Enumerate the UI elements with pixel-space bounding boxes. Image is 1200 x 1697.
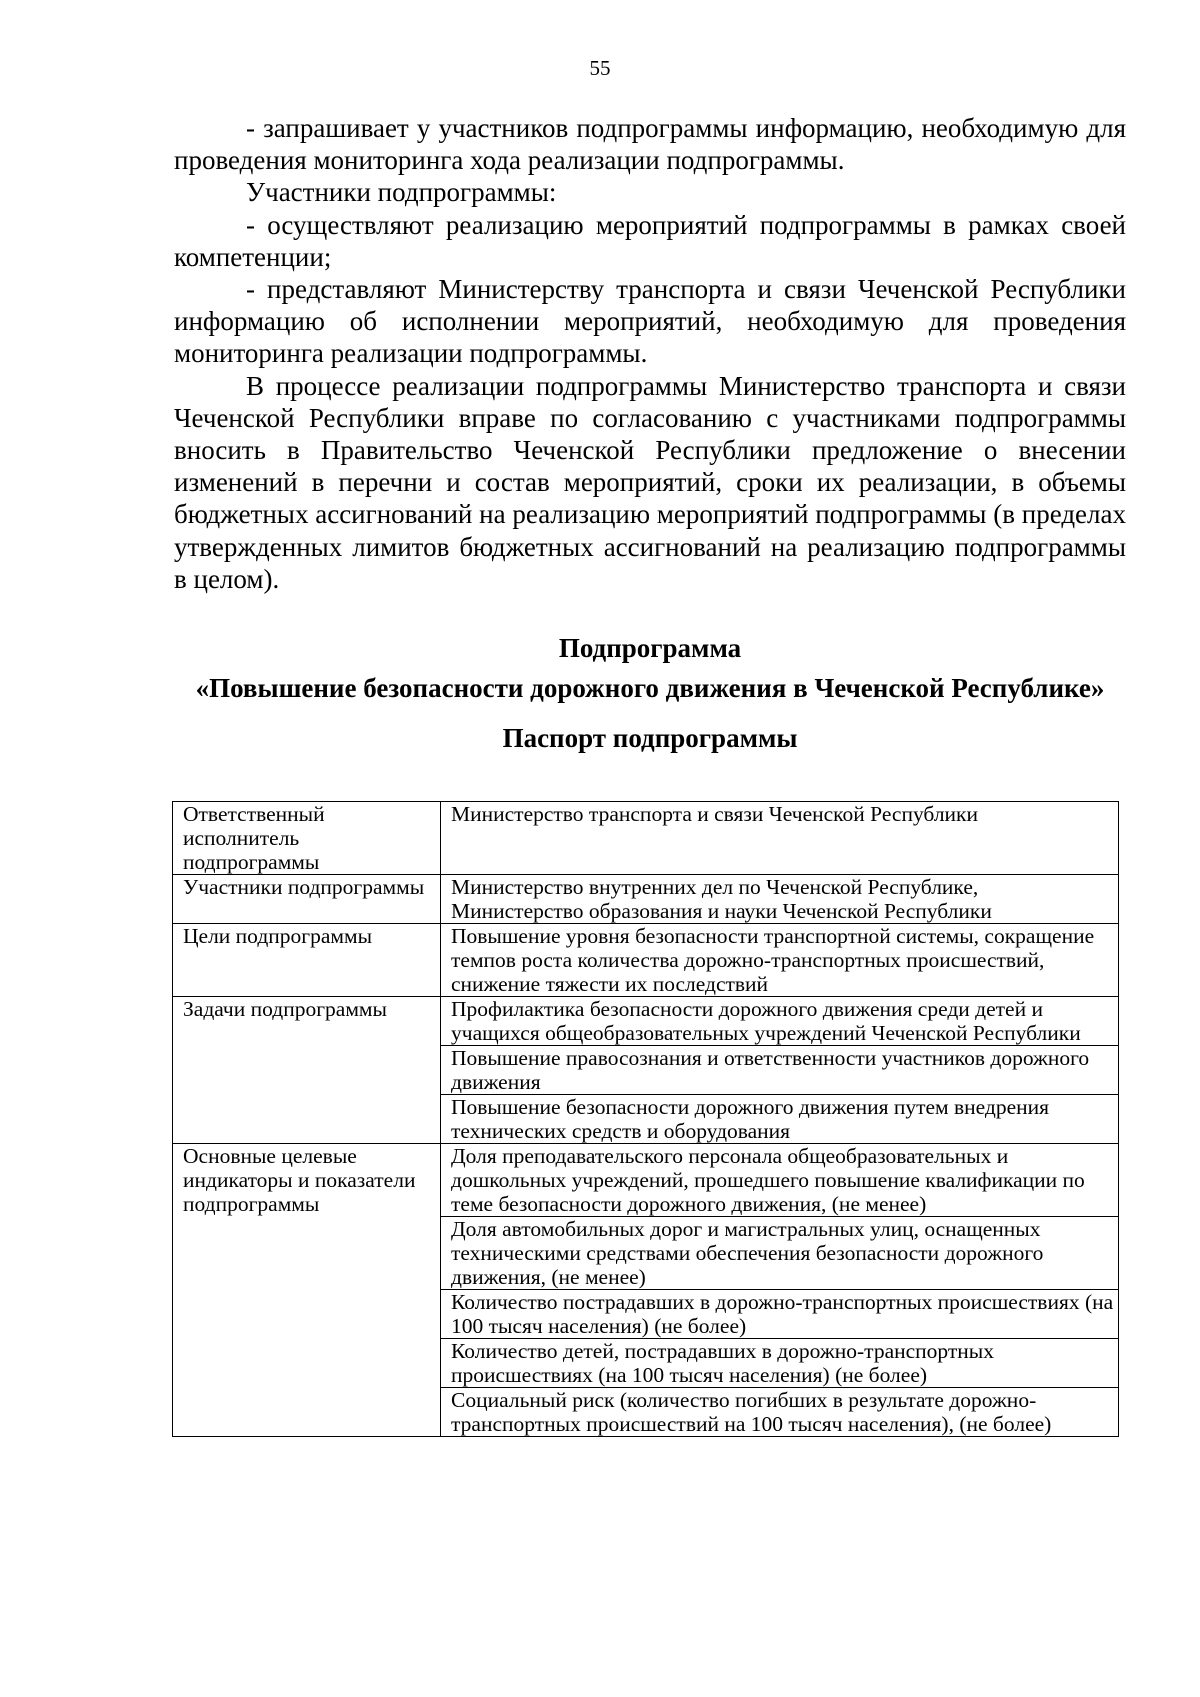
paragraph-request-info: - запрашивает у участников подпрограммы информацию, необходимую для проведения мониторинга хода реализации подпрограммы. [174,113,1126,176]
participants-line: Министерство внутренних дел по Чеченской Республике, [451,875,979,899]
indicator-item: Количество пострадавших в дорожно-транспортных происшествиях (на 100 тысяч населения) (не более) [441,1290,1119,1339]
table-row [173,875,1119,924]
paragraph-participants-heading: Участники подпрограммы: [246,177,557,208]
table-row [173,802,1119,875]
responsible-label: Ответственный исполнитель подпрограммы [173,802,441,875]
table-row [173,997,1119,1046]
indicator-item: Доля автомобильных дорог и магистральных улиц, оснащенных техническими средствами обеспечения безопасности дорожного движения, (не менее) [441,1217,1119,1290]
section-heading [174,632,1126,754]
passport-table [172,801,1119,1437]
paragraph-participants-report: - представляют Министерству транспорта и связи Чеченской Республики информацию об исполнении мероприятий, необходимую для проведения мониторинга реализации подпрограммы. [174,274,1126,369]
body-text [174,112,1126,595]
task-item: Повышение безопасности дорожного движения путем внедрения технических средств и оборудования [441,1095,1119,1144]
paragraph-participants-implement: - осуществляют реализацию мероприятий подпрограммы в рамках своей компетенции; [174,209,1126,272]
task-item: Повышение правосознания и ответственности участников дорожного движения [441,1046,1119,1095]
table-row [173,1144,1119,1217]
subprogram-label: Подпрограмма [558,633,742,663]
indicator-item: Доля преподавательского персонала общеобразовательных и дошкольных учреждений, прошедшего повышение квалификации по теме безопасности дорожного движения, (не менее) [441,1144,1119,1217]
participants-value [441,875,1119,924]
indicators-label: Основные целевые индикаторы и показатели подпрограммы [173,1144,441,1437]
subprogram-title: «Повышение безопасности дорожного движения в Чеченской Республике» [195,673,1105,703]
goals-label: Цели подпрограммы [173,924,441,997]
goals-value: Повышение уровня безопасности транспортной системы, сокращение темпов роста количества дорожно-транспортных происшествий, снижение тяжести их последствий [441,924,1119,997]
tasks-label: Задачи подпрограммы [173,997,441,1144]
indicator-item: Социальный риск (количество погибших в результате дорожно-транспортных происшествий на 100 тысяч населения), (не более) [441,1388,1119,1437]
indicator-item: Количество детей, пострадавших в дорожно-транспортных происшествиях (на 100 тысяч населения) (не более) [441,1339,1119,1388]
page-number: 55 [589,56,611,80]
participants-line: Министерство образования и науки Чеченской Республики [451,899,992,923]
responsible-value: Министерство транспорта и связи Чеченской Республики [441,802,1119,875]
table-row [173,924,1119,997]
task-item: Профилактика безопасности дорожного движения среди детей и учащихся общеобразовательных учреждений Чеченской Республики [441,997,1119,1046]
participants-label: Участники подпрограммы [173,875,441,924]
passport-heading: Паспорт подпрограммы [502,723,798,753]
paragraph-changes-process: В процессе реализации подпрограммы Министерство транспорта и связи Чеченской Республики вправе по согласованию с участниками подпрограммы вносить в Правительство Чеченской Республики предложение о внесении изменений в перечни и состав мероприятий, сроки их реализации, в объемы бюджетных ассигнований на реализацию мероприятий подпрограммы (в пределах утвержденных лимитов бюджетных ассигнований на реализацию подпрограммы в целом). [174,370,1126,594]
